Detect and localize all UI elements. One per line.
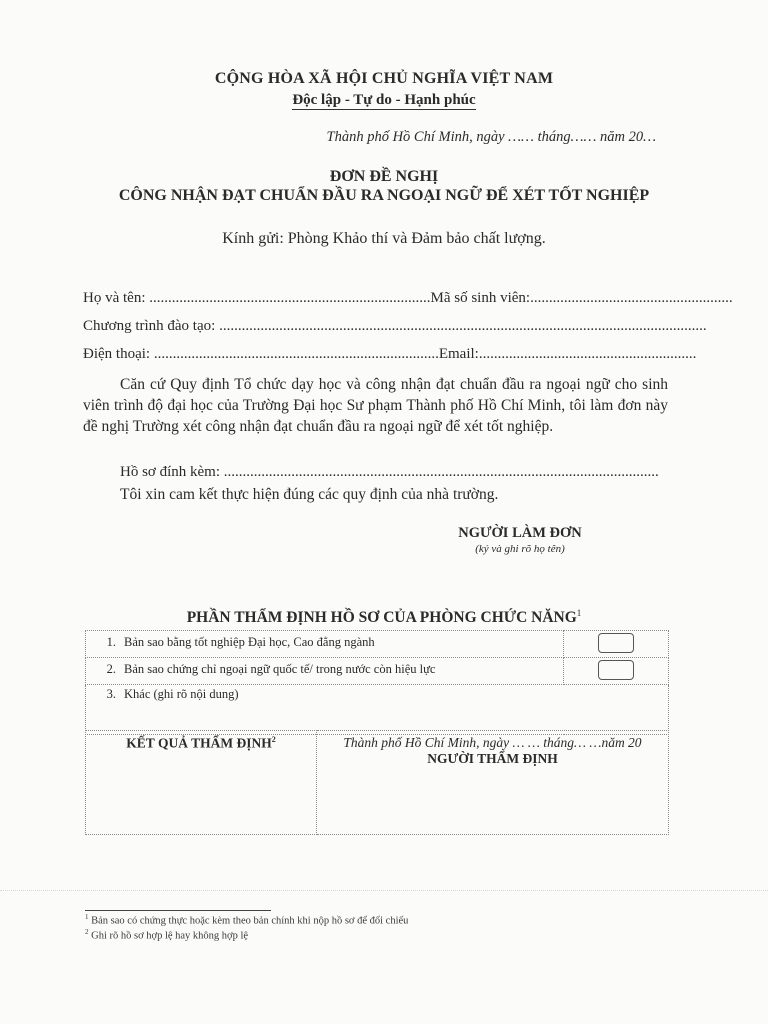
footnote-mark: 2 (85, 928, 89, 936)
reviewer-dateline: Thành phố Hồ Chí Minh, ngày … … tháng… …năm 20 (343, 735, 642, 750)
student-id-label: Mã số sinh viên: (430, 290, 531, 306)
item-text: Khác (ghi rõ nội dung) (124, 687, 239, 701)
signer-title: NGƯỜI LÀM ĐƠN (458, 525, 582, 541)
review-checklist (85, 630, 669, 735)
email-label: Email: (438, 346, 479, 362)
attachments-label: Hồ sơ đính kèm: (120, 464, 221, 480)
footnote-text: Ghi rõ hồ sơ hợp lệ hay không hợp lệ (91, 930, 249, 942)
checklist-row (86, 631, 669, 658)
signer-subtitle: (ký và ghi rõ họ tên) (475, 543, 565, 555)
motto-text: Độc lập - Tự do - Hạnh phúc (292, 92, 476, 108)
recipient-line: Kính gửi: Phòng Khảo thí và Đảm bảo chất lượng. (222, 230, 546, 247)
program-label: Chương trình đào tạo: (83, 318, 216, 334)
checkbox-item-2[interactable] (598, 660, 634, 680)
footnote (85, 928, 248, 942)
nation-heading: CỘNG HÒA XÃ HỘI CHỦ NGHĨA VIỆT NAM (214, 70, 554, 87)
result-cell (86, 731, 317, 835)
footnote-text: Bản sao có chứng thực hoặc kèm theo bản chính khi nộp hồ sơ để đối chiếu (91, 915, 409, 927)
page-divider (0, 890, 768, 891)
item-text: Bản sao bằng tốt nghiệp Đại học, Cao đẳng ngành (124, 635, 375, 649)
reviewer-cell (317, 731, 669, 835)
result-footnote-mark: 2 (271, 735, 276, 744)
form-title: ĐƠN ĐỀ NGHỊ (329, 168, 439, 185)
motto (0, 92, 768, 109)
footnote-mark: 1 (85, 913, 89, 921)
reviewer-title: NGƯỜI THẨM ĐỊNH (427, 751, 558, 766)
footnote-rule (85, 910, 271, 911)
result-label: KẾT QUẢ THẨM ĐỊNH (126, 735, 272, 751)
review-result-table (85, 730, 669, 835)
name-row: Họ và tên: ...........................................................................Mã số sinh viên:...................................................... (83, 290, 733, 306)
program-row: Chương trình đào tạo: .................................................................................................................................. (83, 318, 707, 334)
review-footnote-mark: 1 (576, 608, 582, 618)
name-label: Họ và tên: (83, 290, 146, 306)
review-section-title (0, 608, 768, 627)
item-text: Bản sao chứng chỉ ngoại ngữ quốc tế/ trong nước còn hiệu lực (124, 662, 436, 676)
item-number: 2. (106, 662, 116, 676)
dateline: Thành phố Hồ Chí Minh, ngày …… tháng…… năm 20… (326, 129, 656, 145)
item-number: 1. (106, 635, 116, 649)
attachments-row: Hồ sơ đính kèm: .................................................................................................................... (120, 464, 659, 480)
body-paragraph: Căn cứ Quy định Tổ chức dạy học và công nhận đạt chuẩn đầu ra ngoại ngữ cho sinh viên trình độ đại học của Trường Đại học Sư phạm Thành phố Hồ Chí Minh, tôi làm đơn này đề nghị Trường xét công nhận đạt chuẩn đầu ra ngoại ngữ để xét tốt nghiệp. (83, 376, 668, 435)
review-title-text: PHẦN THẨM ĐỊNH HỒ SƠ CỦA PHÒNG CHỨC NĂNG (186, 609, 577, 627)
item-number: 3. (106, 687, 116, 701)
checklist-row (86, 658, 669, 685)
contact-row: Điện thoại: ............................................................................Email:.......................................................... (83, 346, 697, 362)
checkbox-item-1[interactable] (598, 633, 634, 653)
checklist-row (86, 685, 669, 735)
commitment-line: Tôi xin cam kết thực hiện đúng các quy định của nhà trường. (120, 486, 499, 503)
form-subtitle: CÔNG NHẬN ĐẠT CHUẨN ĐẦU RA NGOẠI NGỮ ĐỂ XÉT TỐT NGHIỆP (118, 187, 650, 204)
footnote (85, 913, 408, 927)
phone-label: Điện thoại: (83, 346, 151, 362)
